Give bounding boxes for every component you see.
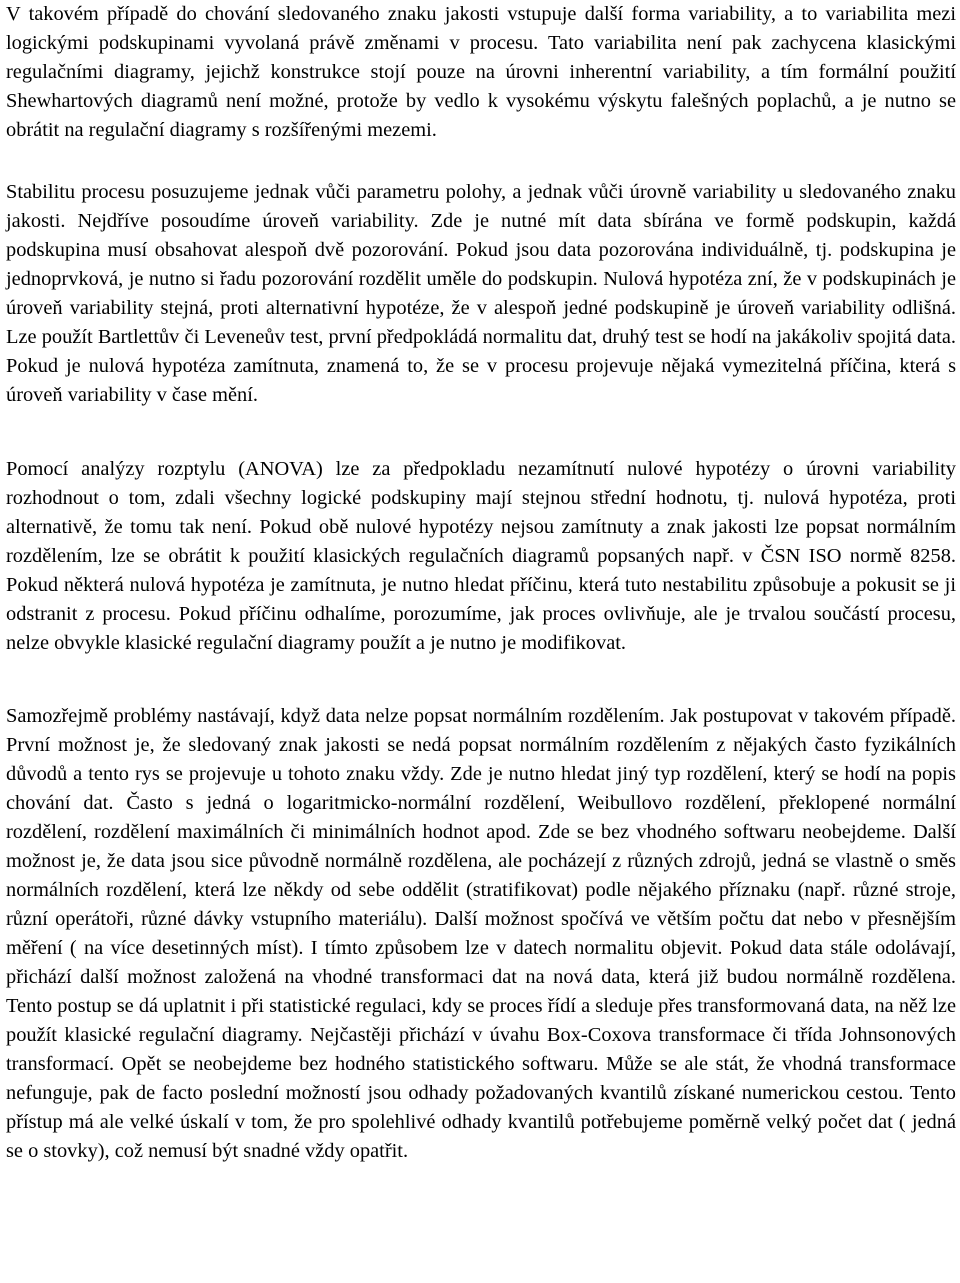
paragraph-3: Pomocí analýzy rozptylu (ANOVA) lze za předpokladu nezamítnutí nulové hypotézy o úrovni variability rozhodnout o tom, zdali všechny logické podskupiny mají stejnou střední hodnotu, tj. nulová hypotéza, proti alternativě, že tomu tak není. Pokud obě nulové hypotézy nejsou zamítnuty a znak jakosti lze popsat normálním rozdělením, lze se obrátit k použití klasických regulačních diagramů popsaných např. v ČSN ISO normě 8258. Pokud některá nulová hypotéza je zamítnuta, je nutno hledat příčinu, která tuto nestabilitu způsobuje a pokusit se ji odstranit z procesu. Pokud příčinu odhalíme, porozumíme, jak proces ovlivňuje, ale je trvalou součástí procesu, nelze obvykle klasické regulační diagramy použít a je nutno je modifikovat. — [6, 458, 956, 654]
paragraph-2: Stabilitu procesu posuzujeme jednak vůči parametru polohy, a jednak vůči úrovně variability u sledovaného znaku jakosti. Nejdříve posoudíme úroveň variability. Zde je nutné mít data sbírána ve formě podskupin, každá podskupina musí obsahovat alespoň dvě pozorování. Pokud jsou data pozorována individuálně, tj. podskupina je jednoprvková, je nutno si řadu pozorování rozdělit uměle do podskupin. Nulová hypotéza zní, že v podskupinách je úroveň variability stejná, proti alternativní hypotéze, že v alespoň jedné podskupině je úroveň variability odlišná. Lze použít Bartlettův či Leveneův test, první předpokládá normalitu dat, druhý test se hodí na jakákoliv spojitá data. Pokud je nulová hypotéza zamítnuta, znamená to, že se v procesu projevuje nějaká vymezitelná příčina, která s úroveň variability v čase mění. — [6, 181, 956, 406]
paragraph-1: V takovém případě do chování sledovaného znaku jakosti vstupuje další forma variability, a to variabilita mezi logickými podskupinami vyvolaná právě změnami v procesu. Tato variabilita není pak zachycena klasickými regulačními diagramy, jejichž konstrukce stojí pouze na úrovni inherentní variability, a tím formální použití Shewhartových diagramů není možné, protože by vedlo k vysokému výskytu falešných poplachů, a je nutno se obrátit na regulační diagramy s rozšířenými mezemi. — [6, 3, 956, 141]
paragraph-4: Samozřejmě problémy nastávají, když data nelze popsat normálním rozdělením. Jak postupovat v takovém případě. První možnost je, že sledovaný znak jakosti se nedá popsat normálním rozdělením z nějakých často fyzikálních důvodů a tento rys se projevuje u tohoto znaku vždy. Zde je nutno hledat jiný typ rozdělení, který se hodí na popis chování dat. Často s jedná o logaritmicko-normální rozdělení, Weibullovo rozdělení, překlopené normální rozdělení, rozdělení maximálních či minimálních hodnot apod. Zde se bez vhodného softwaru neobejdeme. Další možnost je, že data jsou sice původně normálně rozdělena, ale pocházejí z různých zdrojů, jedná se vlastně o směs normálních rozdělení, která lze někdy od sebe oddělit (stratifikovat) podle nějakého příznaku (např. různé stroje, různí operátoři, různé dávky vstupního materiálu). Další možnost spočívá ve větším počtu dat nebo v přesnějším měření ( na více desetinných míst). I tímto způsobem lze v datech normalitu objevit. Pokud data stále odolávají, přichází další možnost založená na vhodné transformaci dat na nová data, která již budou normálně rozdělena. Tento postup se dá uplatnit i při statistické regulaci, kdy se proces řídí a sleduje přes transformovaná data, na něž lze použít klasické regulační diagramy. Nejčastěji přichází v úvahu Box-Coxova transformace či třída Johnsonových transformací. Opět se neobejdeme bez hodného statistického softwaru. Může se ale stát, že vhodná transformace nefunguje, pak de facto poslední možností jsou odhady požadovaných kvantilů získané numerickou cestou. Tento přístup má ale velké úskalí v tom, že pro spolehlivé odhady kvantilů potřebujeme poměrně velký počet dat ( jedná se o stovky), což nemusí být snadné vždy opatřit. — [6, 705, 956, 1162]
